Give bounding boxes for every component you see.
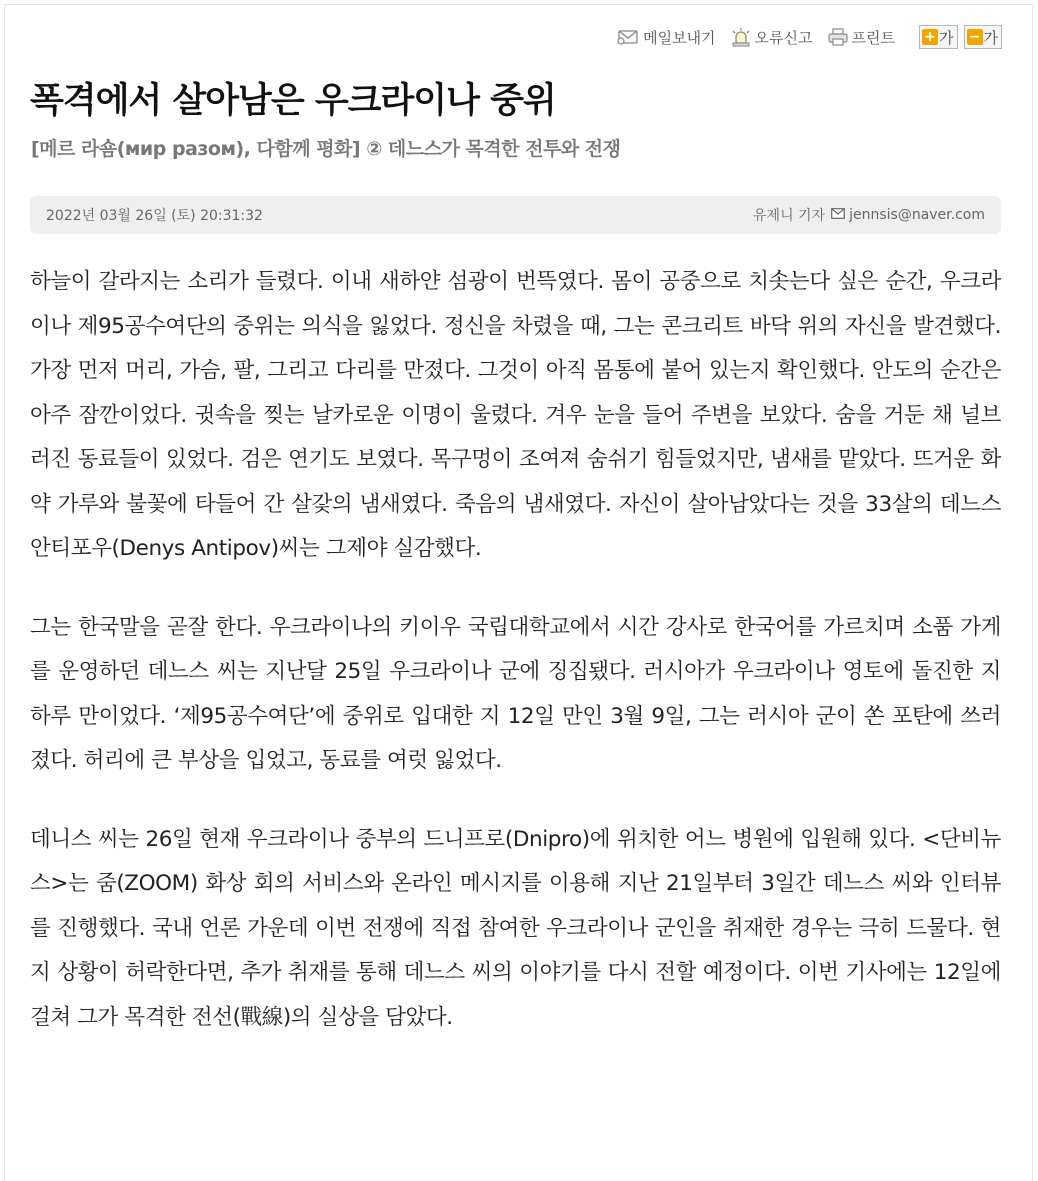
reporter-name: 유제니 기자 [753, 208, 826, 224]
article-toolbar [616, 24, 1002, 50]
font-decrease-button[interactable] [964, 25, 1003, 49]
email-label: 메일보내기 [643, 28, 716, 47]
email-button[interactable] [616, 27, 715, 48]
publish-date: 2022년 03월 26일 (토) 20:31:32 [46, 208, 263, 224]
print-label: 프린트 [851, 28, 895, 47]
article-headline: 폭격에서 살아남은 우크라이나 중위 [30, 81, 556, 121]
font-increase-label: 가 [939, 28, 954, 47]
envelope-icon [831, 207, 845, 223]
font-increase-button[interactable] [919, 25, 958, 49]
article-body [30, 260, 1001, 1074]
reporter-email-link[interactable] [831, 207, 985, 223]
minus-icon: − [967, 29, 983, 45]
mail-icon [616, 28, 640, 46]
font-size-controls [919, 25, 1002, 49]
article-subtitle: [메르 라숌(мир разом), 다함께 평화] ② 데느스가 목격한 전투와 전쟁 [31, 138, 621, 160]
printer-icon [827, 27, 849, 47]
report-label: 오류신고 [754, 28, 813, 47]
byline [753, 205, 985, 225]
plus-icon: + [922, 29, 938, 45]
print-button[interactable] [827, 27, 895, 48]
article-paragraph: 그는 한국말을 곧잘 한다. 우크라이나의 키이우 국립대학교에서 시간 강사로 한국어를 가르치며 소품 가게를 운영하던 데느스 씨는 지난달 25일 우크라이나 군에 징집됐다. 러시아가 우크라이나 영토에 돌진한 지 하루 만이었다. ‘제95공수여단’에 중위로 입대한 지 12일 만인 3월 9일, 그는 러시아 군이 쏜 포탄에 쓰러졌다. 허리에 큰 부상을 입었고, 동료를 여럿 잃었다. [30, 614, 1001, 773]
article-info-bar [30, 196, 1001, 234]
article-paragraph: 데니스 씨는 26일 현재 우크라이나 중부의 드니프로(Dnipro)에 위치한 어느 병원에 입원해 있다. <단비뉴스>는 줌(ZOOM) 화상 회의 서비스와 온라인 메시지를 이용해 지난 21일부터 3일간 데느스 씨와 인터뷰를 진행했다. 국내 언론 가운데 이번 전쟁에 직접 참여한 우크라이나 군인을 취재한 경우는 극히 드물다. 현지 상황이 허락한다면, 추가 취재를 통해 데느스 씨의 이야기를 다시 전할 예정이다. 이번 기사에는 12일에 걸쳐 그가 목격한 전선(戰線)의 실상을 담았다. [30, 826, 1001, 1030]
siren-icon [730, 27, 752, 47]
article-paragraph: 하늘이 갈라지는 소리가 들렸다. 이내 새하얀 섬광이 번뜩였다. 몸이 공중으로 치솟는다 싶은 순간, 우크라이나 제95공수여단의 중위는 의식을 잃었다. 정신을 차렸을 때, 그는 콘크리트 바닥 위의 자신을 발견했다. 가장 먼저 머리, 가슴, 팔, 그리고 다리를 만졌다. 그것이 아직 몸통에 붙어 있는지 확인했다. 안도의 순간은 아주 잠깐이었다. 귓속을 찢는 날카로운 이명이 울렸다. 겨우 눈을 들어 주변을 보았다. 숨을 거둔 채 널브러진 동료들이 있었다. 검은 연기도 보였다. 목구멍이 조여져 숨쉬기 힘들었지만, 냄새를 맡았다. 뜨거운 화약 가루와 불꽃에 타들어 간 살갗의 냄새였다. 죽음의 냄새였다. 자신이 살아남았다는 것을 33살의 데느스 안티포우(Denys Antipov)씨는 그제야 실감했다. [30, 269, 1001, 561]
font-decrease-label: 가 [983, 28, 998, 47]
reporter-email: jennsis@naver.com [849, 207, 985, 223]
report-error-button[interactable] [730, 27, 813, 48]
